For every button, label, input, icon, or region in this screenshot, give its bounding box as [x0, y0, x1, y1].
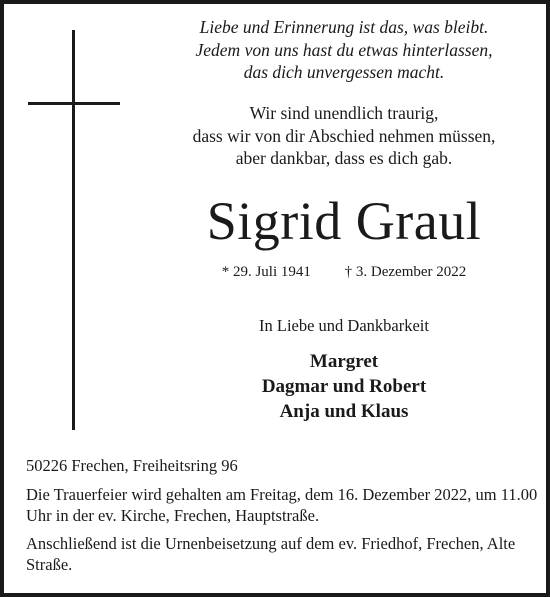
life-dates — [144, 262, 544, 282]
cross-vertical-bar — [72, 30, 75, 430]
message-line: Wir sind unendlich traurig, — [249, 103, 439, 123]
cross-horizontal-bar — [28, 102, 120, 105]
message-line: dass wir von dir Abschied nehmen müssen, — [192, 125, 496, 146]
verse-line: Jedem von uns hast du etwas hinterlassen, — [195, 39, 493, 60]
death-date: † 3. Dezember 2022 — [344, 264, 467, 280]
closing-phrase: In Liebe und Dankbarkeit — [259, 316, 429, 335]
ceremony-info: Die Trauerfeier wird gehalten am Freitag, dem 16. Dezember 2022, um 11.00 Uhr in der ev. Kirche, Frechen, Hauptstraße. — [26, 485, 538, 525]
mourners-list — [144, 349, 544, 424]
mourner-name: Dagmar und Robert — [261, 376, 427, 397]
message-line: aber dankbar, dass es dich gab. — [235, 148, 453, 168]
deceased-name: Sigrid Graul — [206, 191, 482, 251]
birth-date: * 29. Juli 1941 — [221, 264, 311, 280]
mourner-address: 50226 Frechen, Freiheitsring 96 — [26, 456, 238, 475]
verse-line: das dich unvergessen macht. — [243, 62, 445, 82]
memorial-verse — [144, 16, 544, 84]
mourner-name: Anja und Klaus — [279, 401, 409, 422]
mourner-name: Margret — [309, 351, 379, 372]
mourning-message — [144, 102, 544, 170]
footer-info — [26, 455, 546, 582]
verse-line: Liebe und Erinnerung ist das, was bleibt. — [199, 17, 489, 37]
burial-info: Anschließend ist die Urnenbeisetzung auf dem ev. Friedhof, Frechen, Alte Straße. — [26, 534, 516, 574]
